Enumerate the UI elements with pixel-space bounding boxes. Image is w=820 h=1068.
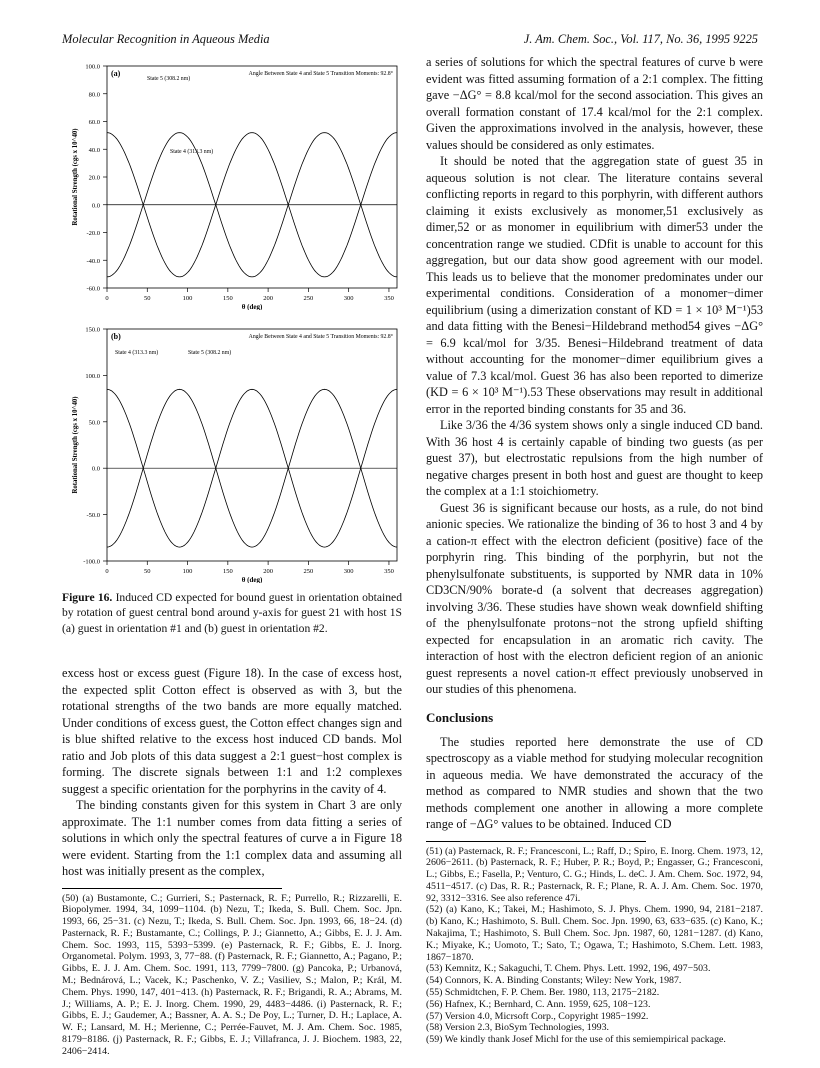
footnote: (59) We kindly thank Josef Michl for the use of this semiempirical package. — [426, 1034, 726, 1046]
series-label: State 5 (308.2 nm) — [147, 76, 191, 82]
paragraph: The binding constants given for this system in Chart 3 are only approximate. The 1:1 number comes from data fitting a series of solutions in which only the spectral features of curve a in Figure 18 were evident. Starting from the 1:1 complex data and assuming all host was initially present as the complex, — [62, 798, 402, 878]
paragraph: It should be noted that the aggregation state of guest 35 in aqueous solution is not clear. The literature contains several conflicting reports in regard to this porphyrin, with different authors claiming it exists exclusively as monomer,51 exclusively as dimer,52 or as monomer in equilibrium with dimer53 under the concentration range we studied. CDfit is unable to account for this aggregation, but our data show good agreement with our model. This leads us to believe that the monomer predominates under our experimental conditions. Consideration of a monomer−dimer equilibrium (using a dimerization constant of KD = 1 × 10³ M⁻¹)53 and data fitting with the Benesi−Hildebrand method54 gives −ΔG° = 6.9 kcal/mol for 3/35. Benesi−Hildebrand treatment of data without accounting for the monomer−dimer equilibrium gives a value of 7.3 kcal/mol. Guest 36 has also been reported to dimerize (KD = 6 × 10³ M⁻¹).53 These observations may result in additional error in the reported binding constants for 35 and 36. — [426, 154, 763, 416]
y-tick-label: 40.0 — [88, 146, 100, 154]
x-tick-label: 200 — [263, 295, 273, 302]
paragraph: Guest 36 is significant because our hosts, as a rule, do not bind anionic species. We rationalize the binding of 36 to host 3 and 4 by a cation-π effect with the electron deficient (positive) face of the porphyrin ring. This binding of the porphyrin, but not the phenylsulfonate substituents, is supported by NMR data in 10% CD3CN/90% borate-d (a solvent that decreases aggregation) involving 3/36. These studies have shown weak downfield shifting of the phenylsulfonate protons−not the strong upfield shifting expected for encapsulation in an aromatic rich cavity. The interaction of host with the electron deficient region of an anionic guest represents a novel cation-π effect previously unobserved in our studies of this phenomena. — [426, 500, 763, 696]
footnote-rule — [62, 888, 282, 889]
y-tick-label: 100.0 — [85, 372, 100, 380]
y-tick-label: 80.0 — [88, 91, 100, 99]
plot-frame — [107, 66, 397, 288]
footnote: (51) (a) Pasternack, R. F.; Francesconi, L.; Raff, D.; Spiro, E. Inorg. Chem. 1973, 12, 2606−2611. (b) Pasternack, R. F.; Huber, P. R.; Boyd, P.; Engasser, G.; Francesconi, L.; Gibbs, E.; Fasella, P.; Venturo, C. G.; Hinds, L. deC. J. Am. Chem. Soc. 1972, 94, 4511−4517. (c) Das, R. R.; Pasternack, R. F.; Plane, R. A. J. Am. Chem. Soc. 1970, 92, 3312−3316. See also reference 47i. — [426, 845, 763, 904]
x-tick-label: 350 — [384, 568, 394, 575]
y-tick-label: -60.0 — [86, 285, 100, 293]
y-tick-label: 50.0 — [88, 419, 100, 427]
x-tick-label: 150 — [222, 568, 233, 575]
x-tick-label: 300 — [343, 295, 354, 302]
x-tick-label: 0 — [105, 568, 109, 575]
y-tick-label: 0.0 — [91, 465, 100, 473]
y-tick-label: 20.0 — [88, 174, 100, 182]
paragraph: a series of solutions for which the spectral features of curve b were evident was fitted assuming formation of a 2:1 complex. The fitting gave −ΔG° = 8.8 kcal/mol for the second association. This gives an overall formation constant of 17.4 kcal/mol for the 2:1 complex. Given the approximations involved in the analysis, however, these values should be considered as only estimates. — [426, 55, 763, 152]
y-axis-label: Rotational Strength (cgs x 10^40) — [72, 396, 79, 494]
chart-panel-a — [62, 60, 402, 310]
footnote: (53) Kemnitz, K.; Sakaguchi, T. Chem. Phys. Lett. 1992, 196, 497−503. — [426, 963, 711, 975]
x-tick-label: 250 — [303, 295, 314, 302]
x-tick-label: 250 — [303, 568, 314, 575]
footnote: (57) Version 4.0, Micrsoft Corp., Copyright 1985−1992. — [426, 1010, 649, 1022]
figure-caption — [62, 590, 402, 636]
x-tick-label: 100 — [182, 295, 193, 302]
chart-annotation: Angle Between State 4 and State 5 Transition Moments: 92.8° — [248, 71, 393, 77]
x-tick-label: 100 — [182, 568, 193, 575]
running-title: Molecular Recognition in Aqueous Media — [62, 32, 270, 46]
figure-16 — [62, 60, 402, 636]
series-label: State 4 (313.3 nm) — [170, 149, 214, 155]
y-tick-label: 150.0 — [85, 326, 100, 334]
y-tick-label: 0.0 — [91, 202, 100, 210]
footnotes-left — [62, 893, 402, 1058]
x-tick-label: 50 — [144, 568, 151, 575]
footnote: (50) (a) Bustamonte, C.; Gurrieri, S.; Pasternack, R. F.; Purrello, R.; Rizzarelli, E. Biopolymer. 1994, 34, 1099−1104. (b) Nezu, T.; Ikeda, S. Bull. Chem. Soc. Jpn. 1993, 66, 25−31. (c) Nezu, T.; Ikeda, S. Bull. Chem. Soc. Jpn. 1993, 66, 18−24. (d) Pasternack, R. F.; Bustamante, C.; Collings, P. J.; Giannetto, A.; Gibbs, E. J. J. Am. Chem. Soc. 1993, 115, 5393−5399. (e) Pasternack, R. F.; Gibbs, E. J. Inorg. Organometal. Polym. 1993, 3, 77−88. (f) Pasternack, R. F.; Giannetto, A.; Pagano, P.; Gibbs, E. J. J. Am. Chem. Soc. 1991, 113, 7799−7800. (g) Pancoka, P.; Urbanová, M.; Bednárová, L.; Vacek, K.; Paschenko, V. Z.; Vasiliev, S.; Malon, P.; Král, M. Chem. Phys. 1990, 147, 401−413. (h) Pasternack, R. F.; Brigandi, R. A.; Abrams, M. J.; Williams, A. P.; E. J. Inorg. Chem. 1990, 29, 4483−4486. (i) Pasternack, R. F.; Gibbs, E. J.; Gaudemer, A.; Bassner, A. A. S.; De Poy, L.; Turner, D. H.; Laplace, A. W. F.; Lansard, M. H.; Merienne, C.; Perrée-Fauvet, M. J. Am. Chem. Soc. 1985, 8179−8186. (j) Pasternack, R. F.; Gibbs, E. J.; Villafranca, J. J. Biochem. 1983, 22, 2406−2414. — [62, 892, 402, 1057]
y-tick-label: 60.0 — [88, 119, 100, 126]
panel-label: (b) — [111, 332, 121, 341]
x-tick-label: 350 — [384, 295, 394, 302]
y-tick-label: -50.0 — [86, 512, 100, 520]
y-tick-label: -40.0 — [86, 257, 100, 265]
left-body — [62, 665, 402, 1058]
footnote: (52) (a) Kano, K.; Takei, M.; Hashimoto, S. J. Phys. Chem. 1990, 94, 2181−2187. (b) Kano, K.; Hashimoto, S. Bull. Chem. Soc. Jpn. 1990, 63, 633−635. (c) Kano, K.; Nakajima, T.; Hashimoto, S. Bull Chem. Soc. Jpn. 1987, 60, 1281−1287. (d) Kano, K.; Miyake, K.; Uomoto, T.; Sato, T.; Ogawa, T.; Hashimoto, S.Chem. Lett. 1983, 1867−1870. — [426, 904, 763, 963]
footnote: (55) Schmidtchen, F. P. Chem. Ber. 1980, 113, 2175−2182. — [426, 987, 660, 999]
footnote: (58) Version 2.3, BioSym Technologies, 1993. — [426, 1022, 609, 1034]
x-tick-label: 300 — [343, 568, 354, 575]
series-label: State 4 (313.3 nm) — [115, 350, 159, 356]
footnotes-right — [426, 846, 763, 1047]
paragraph: excess host or excess guest (Figure 18). In the case of excess host, the expected split Cotton effect is observed as with 3, but the rotational strengths of the two bands are more equally matched. Under conditions of excess guest, the Cotton effect changes sign and is blue shifted relative to the excess host induced CD bands. Mol ratio and Job plots of this data suggest a 2:1 guest−host complex is forming. The discrete signals between 1:1 and 1:2 complexes suggest a specific orientation for the porphyrins in the cavity of 4. — [62, 666, 402, 796]
chart-panel-b — [62, 321, 402, 583]
figure-label: Figure 16. — [62, 591, 113, 604]
x-tick-label: 50 — [144, 295, 151, 302]
y-tick-label: -20.0 — [86, 230, 100, 237]
footnote: (56) Hafnex, K.; Bernhard, C. Ann. 1959, 625, 108−123. — [426, 998, 651, 1010]
footnote: (54) Connors, K. A. Binding Constants; Wiley: New York, 1987. — [426, 975, 682, 987]
footnote-rule — [426, 841, 646, 842]
x-axis-label: θ (deg) — [241, 303, 263, 310]
x-tick-label: 150 — [222, 295, 233, 302]
panel-label: (a) — [111, 69, 121, 78]
right-body — [426, 54, 763, 1046]
section-heading: Conclusions — [426, 709, 494, 725]
journal-citation: J. Am. Chem. Soc., Vol. 117, No. 36, 1995 9225 — [523, 32, 758, 46]
x-axis-label: θ (deg) — [241, 576, 263, 583]
series-label: State 5 (308.2 nm) — [188, 350, 232, 356]
figure-caption-text: Induced CD expected for bound guest in orientation obtained by rotation of guest central bond around y-axis for guest 21 with host 1S (a) guest in orientation #1 and (b) guest in orientation #2. — [62, 591, 403, 635]
paragraph: Like 3/36 the 4/36 system shows only a single induced CD band. With 36 host 4 is certainly capable of binding two guests (as per guest 37), but electrostatic repulsions from the high number of negative charges present in both host and guest are thought to keep the complex at a 1:1 stoichiometry. — [426, 418, 763, 498]
y-axis-label: Rotational Strength (cgs x 10^40) — [72, 128, 79, 226]
paragraph: The studies reported here demonstrate the use of CD spectroscopy as a viable method for studying molecular recognition in aqueous media. We have demonstrated the accuracy of the method as compared to NMR studies and shown that the two methods complement one another in allowing a more complete range of −ΔG° values to be obtained. Induced CD — [426, 734, 763, 831]
x-tick-label: 0 — [105, 295, 109, 302]
y-tick-label: -100.0 — [83, 558, 100, 566]
chart-annotation: Angle Between State 4 and State 5 Transition Moments: 92.8° — [248, 334, 393, 340]
y-tick-label: 100.0 — [85, 63, 100, 71]
x-tick-label: 200 — [263, 568, 273, 575]
